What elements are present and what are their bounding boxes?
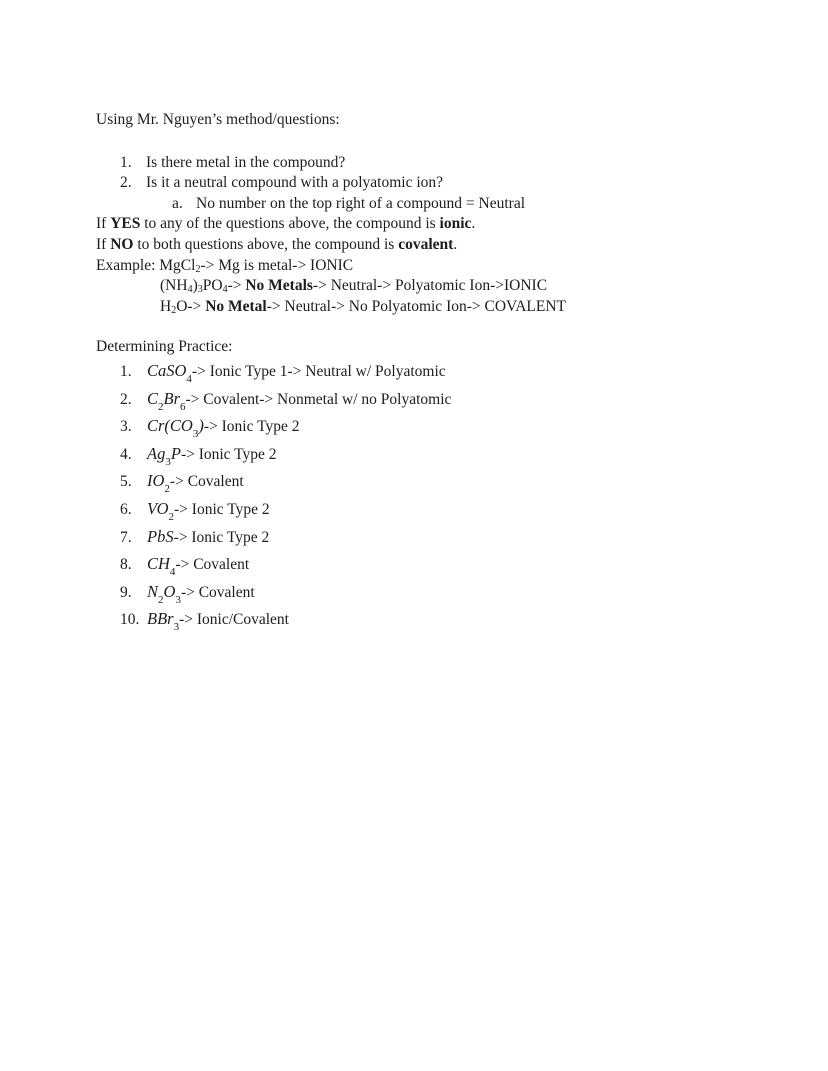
chemical-formula-run: IO (147, 471, 165, 491)
list-marker: a. (172, 194, 183, 212)
text-run: -> Ionic Type 2 (180, 445, 277, 463)
rules-and-examples-block (96, 214, 768, 317)
practice-item (96, 386, 768, 414)
list-marker: 1. (120, 362, 132, 380)
chemical-formula-run: C (147, 388, 159, 408)
chemical-formula-run: O (163, 581, 176, 601)
text-run: to both questions above, the compound is (133, 235, 399, 253)
rule-line (96, 235, 768, 256)
method-question-list (96, 153, 768, 215)
subscript-digit: 4 (222, 284, 228, 296)
formula-subscript-digit: 3 (175, 593, 181, 606)
practice-item (96, 413, 768, 441)
text-run: -> Covalent (169, 473, 244, 491)
formula-subscript-digit: 2 (158, 593, 164, 606)
formula-subscript-digit: 3 (165, 455, 171, 468)
question-item (96, 153, 768, 174)
text-run: If (96, 215, 111, 233)
formula-subscript-digit: 4 (169, 566, 176, 579)
formula-subscript-digit: 2 (168, 510, 175, 523)
practice-item (96, 358, 768, 386)
list-marker: 5. (120, 473, 132, 491)
formula-subscript-digit: 2 (164, 483, 170, 496)
chemical-formula-run: P (170, 443, 181, 463)
chemical-formula-run: Cr(CO (147, 416, 193, 436)
text-run: PO (202, 277, 223, 295)
chemical-formula-run: N (147, 581, 159, 601)
text-run: -> Covalent (180, 583, 255, 601)
determining-practice-list (96, 358, 768, 634)
text-run: -> (227, 277, 246, 295)
text-run: ) (192, 277, 198, 295)
list-marker: 10. (120, 611, 140, 629)
chemical-formula-run: Ag (147, 443, 166, 463)
bold-text-run: NO (110, 235, 134, 253)
list-marker: 2. (120, 174, 132, 192)
text-run: -> Neutral-> Polyatomic Ion->IONIC (312, 277, 548, 295)
example-line (96, 256, 768, 277)
text-run: Example: MgCl (96, 256, 196, 274)
subscript-digit: 4 (187, 284, 193, 296)
text-run: Is there metal in the compound? (146, 153, 346, 171)
text-run: No number on the top right of a compound = Neutral (196, 194, 526, 212)
practice-item (96, 579, 768, 607)
list-marker: 9. (120, 583, 132, 601)
formula-subscript-digit: 3 (192, 428, 199, 441)
chemical-formula-run: PbS (147, 526, 174, 546)
text-run: . (453, 235, 458, 253)
practice-item (96, 606, 768, 634)
subscript-digit: 3 (197, 284, 203, 296)
text-run: -> Covalent (175, 556, 250, 574)
method-heading: Using Mr. Nguyen’s method/questions: (96, 111, 340, 128)
formula-subscript-digit: 4 (186, 372, 192, 385)
text-run: . (471, 215, 476, 233)
text-run: -> Ionic Type 2 (174, 500, 270, 518)
chemical-formula-run: ) (198, 416, 204, 436)
practice-item (96, 441, 768, 469)
list-marker: 7. (120, 528, 132, 546)
bold-text-run: covalent (398, 235, 454, 253)
bold-text-run: ionic (439, 215, 472, 233)
formula-subscript-digit: 2 (158, 400, 164, 413)
chemical-formula-run: Br (163, 388, 181, 408)
chemical-formula-run: CH (147, 554, 170, 574)
question-item (96, 173, 768, 194)
practice-item (96, 496, 768, 524)
blank-line (96, 317, 768, 337)
bold-text-run: No Metals (245, 277, 313, 295)
formula-subscript-digit: 6 (180, 400, 186, 413)
text-run: -> Ionic Type 2 (203, 418, 300, 436)
list-marker: 6. (120, 500, 132, 518)
rule-line (96, 214, 768, 235)
list-marker: 4. (120, 445, 132, 463)
formula-subscript-digit: 3 (173, 621, 180, 634)
text-run: Is it a neutral compound with a polyatomic ion? (146, 174, 444, 192)
text-run: to any of the questions above, the compound is (140, 215, 440, 233)
text-run: -> Ionic Type 1-> Neutral w/ Polyatomic (191, 362, 446, 380)
bold-text-run: YES (110, 215, 141, 233)
chemical-formula-run: CaSO (147, 360, 187, 380)
text-run: -> Ionic/Covalent (179, 611, 289, 629)
text-run: -> Covalent-> Nonmetal w/ no Polyatomic (185, 390, 452, 408)
sub-question-item (96, 194, 768, 215)
list-marker: 8. (120, 556, 132, 574)
practice-item (96, 468, 768, 496)
example-line (160, 276, 768, 297)
text-run: H (160, 297, 172, 315)
practice-item (96, 524, 768, 552)
practice-item (96, 551, 768, 579)
text-run: O-> (176, 297, 206, 315)
subscript-digit: 2 (195, 263, 201, 275)
subscript-digit: 2 (171, 304, 177, 316)
example-line (160, 297, 768, 318)
text-run: If (96, 235, 111, 253)
chemical-formula-run: BBr (147, 609, 174, 629)
text-run: -> Neutral-> No Polyatomic Ion-> COVALENT (266, 297, 567, 315)
text-run: (NH (160, 277, 188, 295)
list-marker: 3. (120, 418, 132, 436)
blank-line (96, 131, 768, 153)
practice-heading: Determining Practice: (96, 338, 233, 356)
text-run: -> Mg is metal-> IONIC (200, 256, 354, 274)
bold-text-run: No Metal (205, 297, 267, 315)
text-run: -> Ionic Type 2 (173, 528, 270, 546)
chemical-formula-run: VO (147, 498, 169, 518)
list-marker: 2. (120, 390, 132, 408)
list-marker: 1. (120, 153, 132, 171)
